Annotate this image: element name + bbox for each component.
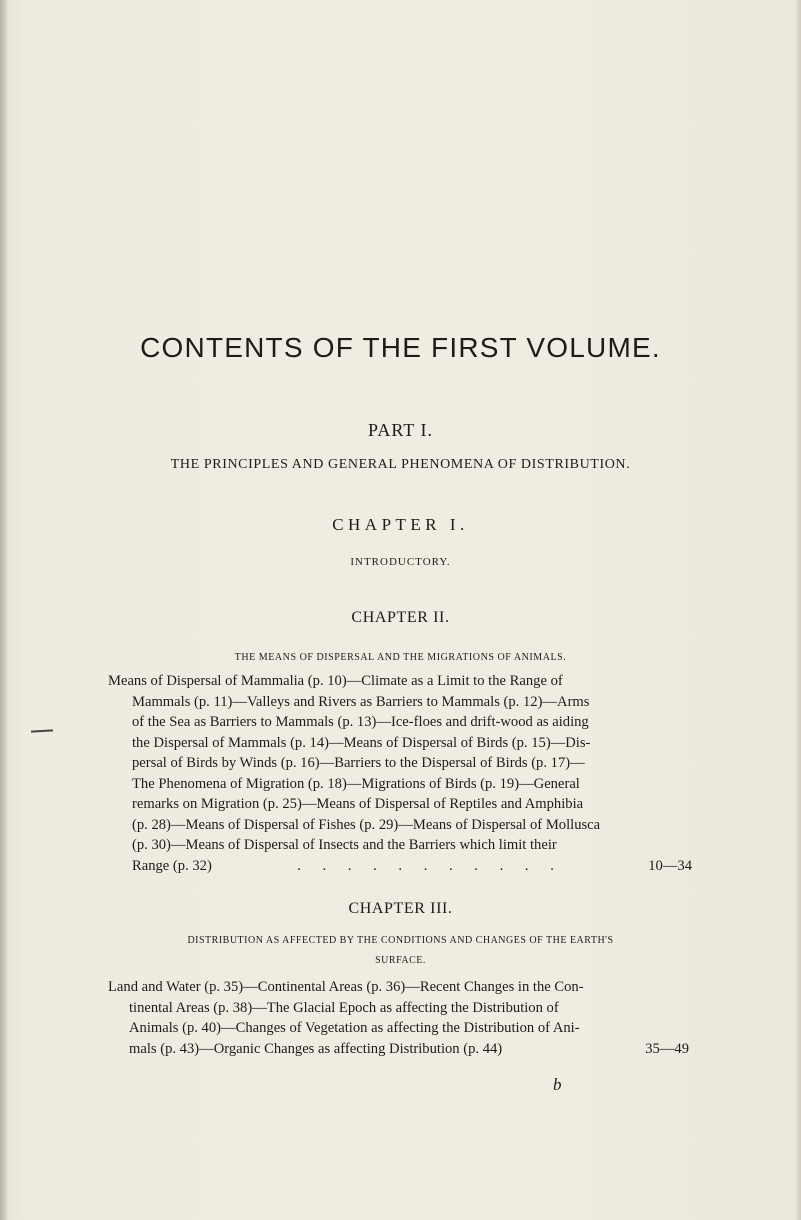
part-subtitle: THE PRINCIPLES AND GENERAL PHENOMENA OF DISTRIBUTION. [170, 457, 631, 472]
chapter-3-heading: CHAPTER III. [348, 900, 453, 917]
page-range: 10—34 [648, 857, 692, 874]
chapter-3-subtitle-continued: SURFACE. [375, 955, 426, 966]
summary-line: The Phenomena of Migration (p. 18)—Migrations of Birds (p. 19)—General [132, 775, 580, 792]
chapter-1-subtitle: INTRODUCTORY. [350, 556, 451, 568]
summary-line: the Dispersal of Mammals (p. 14)—Means of Dispersal of Birds (p. 15)—Dis- [132, 734, 591, 751]
chapter-1-heading: CHAPTER I. [332, 515, 469, 534]
summary-line: persal of Birds by Winds (p. 16)—Barriers to the Dispersal of Birds (p. 17)— [132, 755, 585, 771]
margin-pencil-mark [31, 729, 53, 732]
summary-line: Animals (p. 40)—Changes of Vegetation as affecting the Distribution of Ani- [129, 1020, 580, 1036]
summary-line: remarks on Migration (p. 25)—Means of Dispersal of Reptiles and Amphibia [132, 796, 584, 812]
summary-line: (p. 28)—Means of Dispersal of Fishes (p. 29)—Means of Dispersal of Mollusca [132, 816, 601, 833]
summary-last-text: mals (p. 43)—Organic Changes as affecting Distribution (p. 44) [129, 1040, 503, 1057]
summary-last-line [108, 1039, 689, 1060]
summary-line: of the Sea as Barriers to Mammals (p. 13)—Ice-floes and drift-wood as aiding [132, 714, 589, 730]
summary-line: tinental Areas (p. 38)—The Glacial Epoch as affecting the Distribution of [129, 999, 559, 1016]
summary-line: Means of Dispersal of Mammalia (p. 10)—Climate as a Limit to the Range of [108, 673, 563, 689]
part-title: PART I. [368, 420, 433, 440]
summary-line: Land and Water (p. 35)—Continental Areas (p. 36)—Recent Changes in the Con- [108, 979, 584, 995]
leader-dots: . . . . . . . . . . . [297, 857, 563, 874]
chapter-2-summary [108, 671, 692, 876]
chapter-3-subtitle: DISTRIBUTION AS AFFECTED BY THE CONDITIONS AND CHANGES OF THE EARTH'S [187, 935, 614, 946]
summary-line: (p. 30)—Means of Dispersal of Insects and the Barriers which limit their [132, 837, 557, 853]
page-range: 35—49 [645, 1040, 689, 1057]
summary-last-line [108, 856, 692, 877]
page-title: CONTENTS OF THE FIRST VOLUME. [140, 332, 661, 363]
chapter-2-subtitle: THE MEANS OF DISPERSAL AND THE MIGRATIONS OF ANIMALS. [234, 652, 567, 663]
signature-mark: b [553, 1075, 562, 1094]
summary-line: Mammals (p. 11)—Valleys and Rivers as Barriers to Mammals (p. 12)—Arms [132, 693, 590, 710]
chapter-2-heading: CHAPTER II. [351, 609, 450, 626]
chapter-3-summary [108, 977, 689, 1059]
summary-last-text: Range (p. 32) [132, 857, 212, 874]
